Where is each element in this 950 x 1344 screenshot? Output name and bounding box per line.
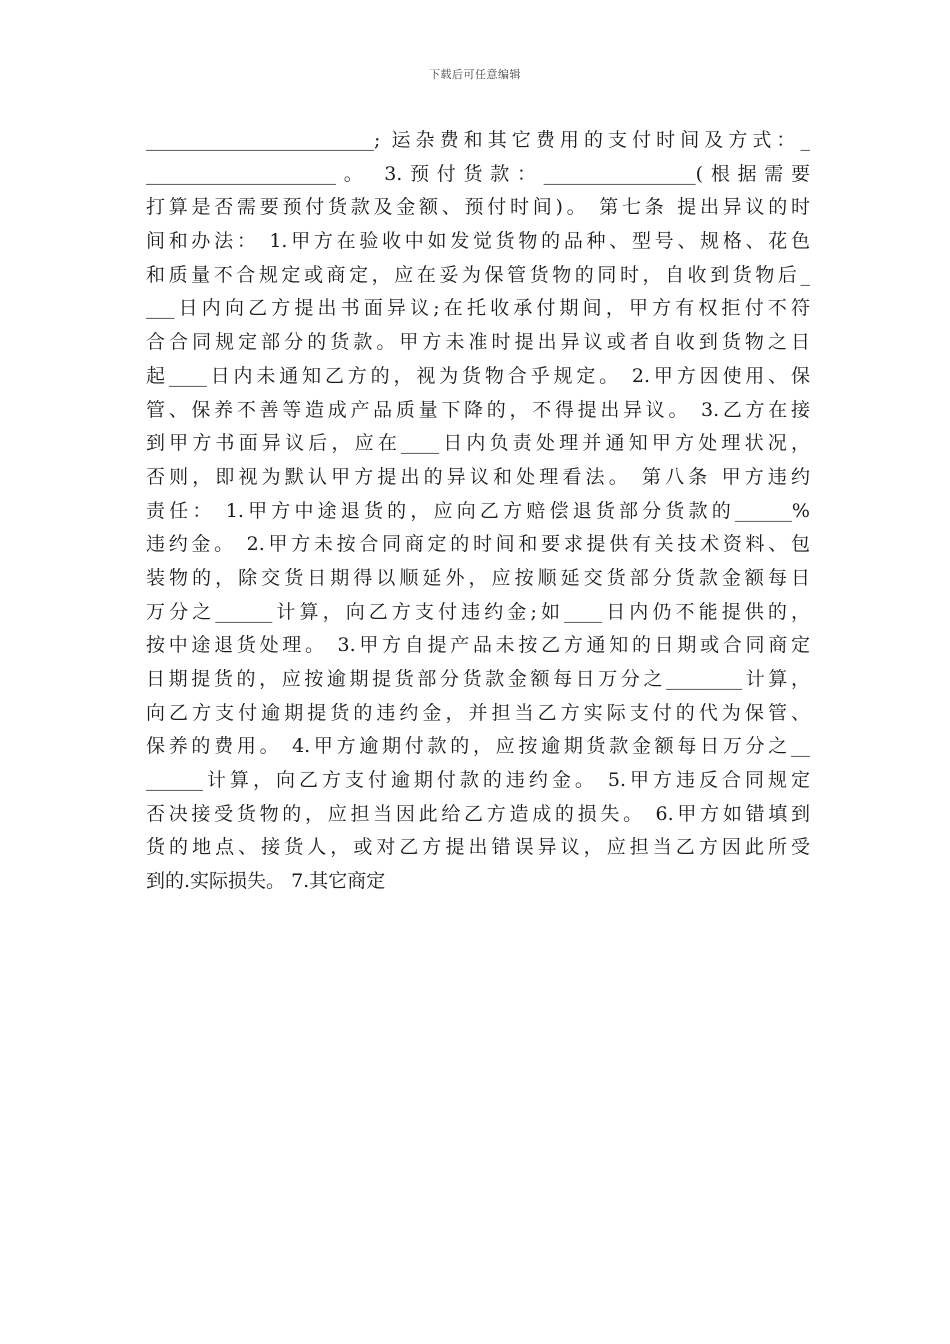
- text-line: 管、保养不善等造成产品质量下降的，不得提出异议。 3.乙方在接: [146, 398, 810, 421]
- text-line: 合合同规定部分的货款。甲方未准时提出异议或者自收到货物之日: [146, 331, 810, 354]
- contract-body-text: [146, 124, 810, 899]
- text-line: 日期提货的，应按逾期提货部分货款金额每日万分之________计算，: [146, 668, 810, 690]
- text-line: 起____日内未通知乙方的，视为货物合乎规定。 2.甲方因使用、保: [146, 364, 810, 387]
- text-line: 向乙方支付逾期提货的违约金，并担当乙方实际支付的代为保管、: [146, 701, 810, 724]
- text-line: 违约金。 2.甲方未按合同商定的时间和要求提供有关技术资料、包: [146, 533, 810, 556]
- text-line: 按中途退货处理。 3.甲方自提产品未按乙方通知的日期或合同商定: [146, 634, 810, 657]
- text-line: 货的地点、接货人，或对乙方提出错误异议，应担当乙方因此所受: [146, 836, 810, 859]
- text-line: 间和办法： 1.甲方在验收中如发觉货物的品种、型号、规格、花色: [146, 230, 810, 253]
- text-line: 万分之______计算，向乙方支付违约金;如____日内仍不能提供的，: [146, 600, 810, 623]
- text-line: 打算是否需要预付货款及金额、预付时间)。 第七条 提出异议的时: [146, 196, 810, 219]
- text-line: 责任： 1.甲方中途退货的，应向乙方赔偿退货部分货款的______%: [146, 499, 810, 522]
- text-line: ____________________。 3.预付货款：________________(根据需要: [146, 162, 810, 185]
- text-line: ________________________; 运杂费和其它费用的支付时间及方式：_: [146, 129, 810, 151]
- text-line: 装物的，除交货日期得以顺延外，应按顺延交货部分货款金额每日: [146, 566, 810, 589]
- text-line: 否决接受货物的，应担当因此给乙方造成的损失。 6.甲方如错填到: [146, 802, 810, 825]
- text-line: 和质量不合规定或商定，应在妥为保管货物的同时，自收到货物后_: [146, 263, 810, 286]
- text-line: 保养的费用。 4.甲方逾期付款的，应按逾期货款金额每日万分之__: [146, 735, 810, 758]
- page-header-note: 下载后可任意编辑: [429, 68, 521, 81]
- text-line: 到甲方书面异议后，应在____日内负责处理并通知甲方处理状况，: [146, 432, 810, 455]
- text-line: ___日内向乙方提出书面异议;在托收承付期间，甲方有权拒付不符: [146, 297, 810, 320]
- text-line: ______计算，向乙方支付逾期付款的违约金。 5.甲方违反合同规定: [146, 769, 810, 792]
- text-line: 到的.实际损失。 7.其它商定: [146, 870, 386, 893]
- text-line: 否则，即视为默认甲方提出的异议和处理看法。 第八条 甲方违约: [146, 465, 810, 488]
